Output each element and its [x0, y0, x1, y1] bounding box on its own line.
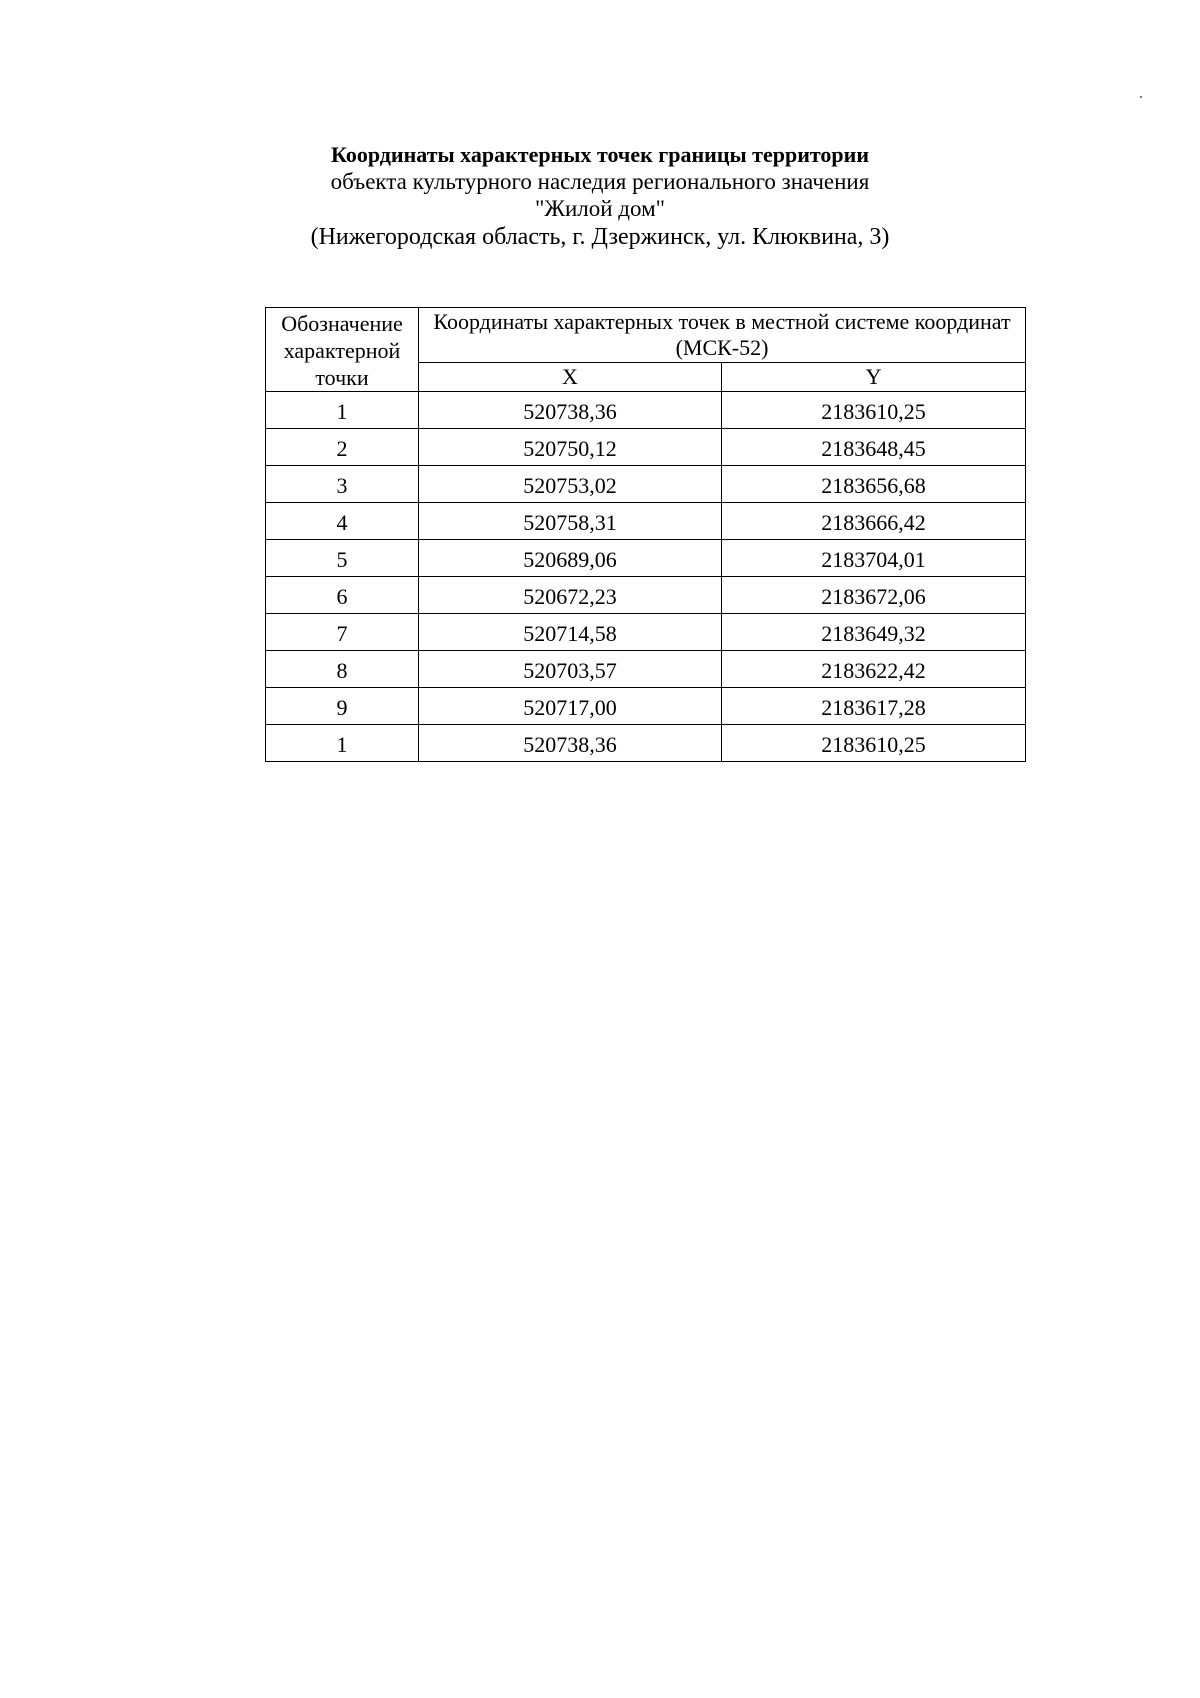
- point-cell: 7: [266, 614, 419, 651]
- scan-speck: [1140, 96, 1142, 98]
- point-cell: 8: [266, 651, 419, 688]
- heading-address: (Нижегородская область, г. Дзержинск, ул. Клюквина, 3): [310, 224, 890, 250]
- table-row: [266, 392, 1026, 429]
- table-header: [266, 308, 1026, 392]
- x-cell: 520714,58: [419, 614, 722, 651]
- table-row: [266, 688, 1026, 725]
- table-row: [266, 725, 1026, 762]
- x-cell: 520738,36: [419, 392, 722, 429]
- y-cell: 2183610,25: [722, 725, 1026, 762]
- y-cell: 2183649,32: [722, 614, 1026, 651]
- x-cell: 520689,06: [419, 540, 722, 577]
- y-cell: 2183622,42: [722, 651, 1026, 688]
- x-cell: 520672,23: [419, 577, 722, 614]
- point-cell: 4: [266, 503, 419, 540]
- point-cell: 2: [266, 429, 419, 466]
- x-cell: 520717,00: [419, 688, 722, 725]
- table-row: [266, 466, 1026, 503]
- point-cell: 1: [266, 392, 419, 429]
- y-column-header: Y: [722, 363, 1026, 392]
- table-body: [266, 392, 1026, 762]
- x-cell: 520750,12: [419, 429, 722, 466]
- coordinates-table: [265, 307, 1026, 762]
- y-cell: 2183648,45: [722, 429, 1026, 466]
- y-cell: 2183672,06: [722, 577, 1026, 614]
- point-cell: 3: [266, 466, 419, 503]
- table-row: [266, 614, 1026, 651]
- table-row: [266, 577, 1026, 614]
- point-cell: 1: [266, 725, 419, 762]
- table-row: [266, 540, 1026, 577]
- point-header-line-3: точки: [315, 365, 369, 390]
- y-cell: 2183610,25: [722, 392, 1026, 429]
- y-cell: 2183704,01: [722, 540, 1026, 577]
- point-header-line-2: характерной: [283, 338, 401, 363]
- heading-object-name: "Жилой дом": [534, 196, 666, 221]
- y-cell: 2183666,42: [722, 503, 1026, 540]
- heading-title: Координаты характерных точек границы территории: [330, 142, 870, 167]
- point-designation-header: [266, 308, 419, 392]
- x-column-header: X: [419, 363, 722, 392]
- y-cell: 2183617,28: [722, 688, 1026, 725]
- table-row: [266, 429, 1026, 466]
- point-cell: 5: [266, 540, 419, 577]
- x-cell: 520758,31: [419, 503, 722, 540]
- point-cell: 6: [266, 577, 419, 614]
- x-cell: 520738,36: [419, 725, 722, 762]
- heading-object-type: объекта культурного наследия регионального значения: [330, 169, 870, 194]
- point-header-line-1: Обозначение: [281, 311, 403, 336]
- table-row: [266, 651, 1026, 688]
- table-row: [266, 503, 1026, 540]
- x-cell: 520753,02: [419, 466, 722, 503]
- coordinates-group-header: Координаты характерных точек в местной системе координат (МСК-52): [419, 308, 1026, 363]
- x-cell: 520703,57: [419, 651, 722, 688]
- document-heading: [300, 141, 900, 252]
- y-cell: 2183656,68: [722, 466, 1026, 503]
- point-cell: 9: [266, 688, 419, 725]
